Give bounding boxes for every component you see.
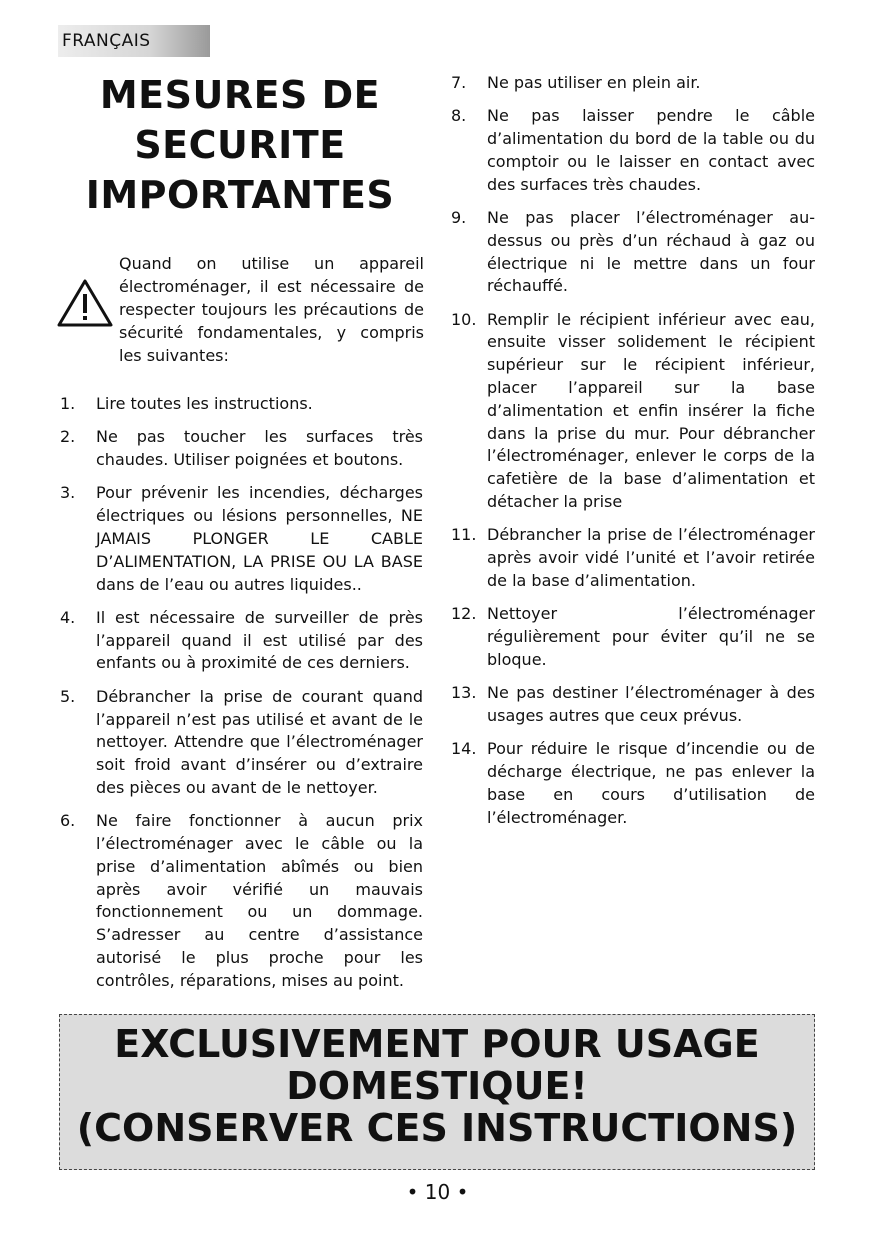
language-label: FRANÇAIS (62, 31, 151, 51)
instruction-text: Il est nécessaire de surveiller de près l’appareil quand il est utilisé par des enfants ou à proximité de ces derniers. (96, 607, 423, 673)
instruction-number: 8. (451, 106, 467, 126)
instruction-text: Débrancher la prise de courant quand l’appareil n’est pas utilisé et avant de le nettoyer. Attendre que l’électroménager soit froid avant d’insérer ou d’extraire des pièces ou avant de le nettoyer. (96, 686, 423, 797)
title-line: SECURITE (134, 123, 346, 167)
warning-block (56, 252, 424, 367)
instruction-number: 3. (60, 483, 76, 503)
instruction-text: Débrancher la prise de l’électroménager après avoir vidé l’unité et l’avoir retirée de la base d’alimentation. (487, 525, 815, 590)
title-line: MESURES DE (99, 73, 381, 117)
instruction-item (451, 682, 815, 728)
instruction-number: 9. (451, 207, 467, 227)
instruction-item (451, 72, 815, 95)
instruction-text: Ne pas laisser pendre le câble d’alimentation du bord de la table ou du comptoir ou le laisser en contact avec des surfaces très chaudes. (487, 106, 815, 194)
instruction-item (60, 810, 423, 992)
instruction-text: Nettoyer l’électroménager régulièrement pour éviter qu’il ne se bloque. (487, 604, 815, 669)
instruction-item (60, 393, 423, 416)
instructions-list-right (451, 72, 815, 840)
instruction-number: 1. (60, 394, 76, 413)
page-title (60, 70, 420, 220)
instruction-number: 14. (451, 739, 477, 759)
instruction-number: 11. (451, 525, 477, 545)
instruction-number: 5. (60, 686, 76, 706)
language-tab (58, 25, 210, 57)
instructions-list-left (60, 393, 423, 1003)
instruction-number: 13. (451, 683, 477, 703)
instruction-number: 6. (60, 811, 76, 831)
instruction-text: Lire toutes les instructions. (96, 394, 313, 413)
instruction-text: Pour prévenir les incendies, décharges électriques ou lésions personnelles, NE JAMAIS PLONGER LE CABLE D’ALIMENTATION, LA PRISE OU LA BASE dans de l’eau ou autres liquides.. (96, 483, 423, 594)
instruction-item (60, 426, 423, 472)
notice-line: (CONSERVER CES INSTRUCTIONS) (76, 1106, 798, 1150)
instruction-number: 4. (60, 607, 76, 627)
instruction-number: 12. (451, 604, 477, 624)
instruction-text: Ne pas utiliser en plein air. (487, 73, 701, 92)
domestic-use-notice (59, 1014, 815, 1170)
instruction-text: Ne faire fonctionner à aucun prix l’électroménager avec le câble ou la prise d’alimentation abîmés ou bien après avoir vérifié un mauvais fonctionnement ou un dommage. S’adresser au centre d’assistance autorisé le plus proche pour les contrôles, réparations, mises au point. (96, 811, 423, 990)
instruction-item (451, 738, 815, 829)
instruction-number: 2. (60, 427, 76, 447)
instruction-text: Ne pas toucher les surfaces très chaudes. Utiliser poignées et boutons. (96, 427, 423, 470)
instruction-item (451, 105, 815, 196)
instruction-text: Remplir le récipient inférieur avec eau, ensuite visser solidement le récipient supérieur sur le récipient inférieur, placer l’appareil sur la base d’alimentation et enfin insérer la fiche dans la prise du mur. Pour débrancher l’électroménager, enlever le corps de la cafetière de la base d’alimentation et détacher la prise (487, 309, 815, 512)
instruction-item (60, 607, 423, 675)
instruction-text: Ne pas placer l’électroménager au-dessus ou près d’un réchaud à gaz ou électrique ni le mettre dans un four réchauffé. (487, 207, 815, 296)
notice-line: DOMESTIQUE! (286, 1064, 588, 1108)
instruction-number: 10. (451, 309, 477, 329)
notice-line: EXCLUSIVEMENT POUR USAGE (114, 1022, 760, 1066)
instruction-item (60, 686, 423, 800)
instruction-item (60, 482, 423, 596)
page-number: • 10 • (406, 1180, 469, 1204)
instruction-text: Ne pas destiner l’électroménager à des usages autres que ceux prévus. (487, 683, 815, 725)
instruction-number: 7. (451, 73, 467, 92)
warning-text: Quand on utilise un appareil électroménager, il est nécessaire de respecter toujours les précautions de sécurité fondamentales, y compris les suivantes: (119, 254, 424, 365)
instruction-item (451, 603, 815, 671)
instruction-item (451, 207, 815, 298)
instruction-item (451, 524, 815, 592)
warning-triangle-icon (56, 278, 114, 328)
title-line: IMPORTANTES (85, 173, 395, 217)
instruction-item (451, 309, 815, 514)
instruction-text: Pour réduire le risque d’incendie ou de décharge électrique, ne pas enlever la base en cours d’utilisation de l’électroménager. (487, 739, 815, 827)
